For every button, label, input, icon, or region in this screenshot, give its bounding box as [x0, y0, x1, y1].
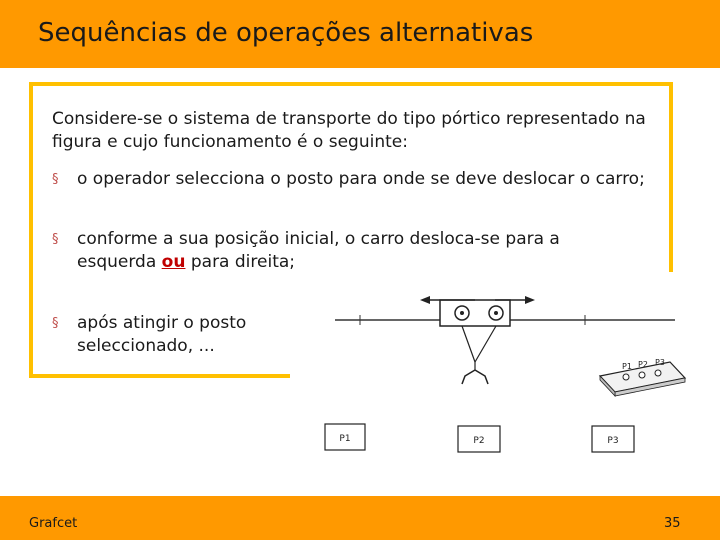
bullet-text-part: para direita;	[185, 252, 295, 272]
panel-label-p3: P3	[655, 358, 665, 367]
panel-button-p3	[655, 370, 661, 376]
wheel-hub	[460, 311, 464, 315]
arrow-right-icon	[525, 296, 535, 304]
bullet-marker: §	[52, 232, 59, 247]
bullet-marker: §	[52, 172, 59, 187]
hoist-arm-left	[462, 326, 475, 362]
gantry-figure	[290, 272, 690, 472]
panel-label-p2: P2	[638, 360, 648, 369]
footer-bar	[0, 496, 720, 540]
emphasis-ou: ou	[161, 252, 186, 272]
bullet-item-2	[52, 228, 612, 274]
bullet-item-3	[52, 312, 292, 358]
bullet-text: o operador selecciona o posto para onde se deve deslocar o carro;	[77, 169, 645, 189]
footer-label: Grafcet	[29, 516, 78, 531]
slide-title: Sequências de operações alternativas	[38, 18, 534, 48]
wheel-hub	[494, 311, 498, 315]
station-label-p2: P2	[473, 436, 485, 446]
panel-label-p1: P1	[622, 362, 632, 371]
page-number: 35	[664, 516, 681, 531]
station-label-p3: P3	[607, 436, 619, 446]
hoist-arm-right	[475, 326, 496, 362]
bullet-item-1	[52, 168, 652, 191]
arrow-left-icon	[420, 296, 430, 304]
bullet-text-part: conforme a sua posição inicial, o carro desloca-se para a esquerda	[77, 229, 560, 272]
panel-button-p1	[623, 374, 629, 380]
intro-text: Considere-se o sistema de transporte do tipo pórtico representado na figura e cujo funcionamento é o seguinte:	[52, 109, 646, 152]
bullet-text: após atingir o posto seleccionado, ...	[77, 313, 247, 356]
bullet-text	[52, 228, 612, 274]
gripper-icon	[462, 370, 488, 384]
panel-button-p2	[639, 372, 645, 378]
gantry-diagram	[290, 272, 690, 472]
bullet-marker: §	[52, 316, 59, 331]
station-label-p1: P1	[339, 434, 351, 444]
